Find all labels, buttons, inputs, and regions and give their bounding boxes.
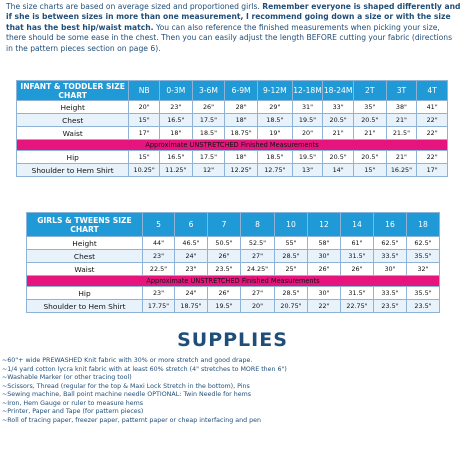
table-cell: 23" <box>143 287 175 300</box>
supplies-heading: SUPPLIES <box>177 329 288 351</box>
table-cell: 41" <box>417 101 448 114</box>
size-header: NB <box>129 81 160 101</box>
finished-measurements-label: Approximate UNSTRETCHED Finished Measurements <box>17 140 448 151</box>
table-cell: 18.5" <box>257 114 292 127</box>
table-cell: 19" <box>257 127 292 140</box>
table-cell: 12.25" <box>225 164 258 177</box>
table-cell: 28.5" <box>275 250 308 263</box>
intro-text-part1: The size charts are based on average sized and proportioned girls. <box>6 2 260 11</box>
row-label: Waist <box>27 263 143 276</box>
table-cell: 10.25" <box>129 164 160 177</box>
finished-measurements-banner <box>27 276 440 287</box>
table-cell: 14" <box>323 164 354 177</box>
table-cell: 17" <box>129 127 160 140</box>
size-header: 3-6M <box>192 81 225 101</box>
table-cell: 61" <box>341 237 374 250</box>
table-cell: 19.5" <box>292 151 323 164</box>
table-row-shoulder-to-hem <box>17 164 448 177</box>
table-cell: 16.5" <box>159 151 192 164</box>
size-header: 6-9M <box>225 81 258 101</box>
table-cell: 44" <box>143 237 175 250</box>
table-cell: 50.5" <box>208 237 241 250</box>
row-label: Chest <box>17 114 129 127</box>
table-cell: 29" <box>257 101 292 114</box>
table-cell: 20" <box>292 127 323 140</box>
table-cell: 23.5" <box>208 263 241 276</box>
size-header: 2T <box>353 81 386 101</box>
table-row-waist <box>17 127 448 140</box>
table-cell: 26" <box>208 250 241 263</box>
table-cell: 21" <box>386 114 417 127</box>
size-header: 7 <box>208 213 241 237</box>
table-cell: 62.5" <box>407 237 440 250</box>
table-row-height <box>17 101 448 114</box>
row-label: Height <box>17 101 129 114</box>
intro-text-part3: You can also reference the finished measurements when picking your size, there should be some ease in the chest. Then you can easily adjust the length BEFORE cutting your fabric (directions in the pattern pieces section on page 6). <box>6 22 453 53</box>
table-cell: 31.5" <box>341 250 374 263</box>
supplies-item: ~Sewing machine, Ball point machine needle OPTIONAL: Twin Needle for hems <box>2 391 252 398</box>
table-cell: 30" <box>374 263 407 276</box>
table-cell: 13" <box>292 164 323 177</box>
table-row-height <box>27 237 440 250</box>
table-cell: 23" <box>159 101 192 114</box>
table-cell: 17.5" <box>192 114 225 127</box>
row-label: Chest <box>27 250 143 263</box>
supplies-item: ~Washable Marker (or other tracing tool) <box>2 374 132 381</box>
table-cell: 19.5" <box>292 114 323 127</box>
infant-toddler-size-chart <box>16 80 448 177</box>
table-cell: 22" <box>417 151 448 164</box>
size-header: 0-3M <box>159 81 192 101</box>
row-label: Hip <box>27 287 143 300</box>
supplies-item: ~Roll of tracing paper, freezer paper, patternt paper or cheap interfacing and pen <box>2 416 261 424</box>
table-cell: 55" <box>275 237 308 250</box>
table-cell: 22" <box>417 127 448 140</box>
table-cell: 20.5" <box>323 151 354 164</box>
table-cell: 21.5" <box>386 127 417 140</box>
table-cell: 33" <box>323 101 354 114</box>
table-cell: 25" <box>275 263 308 276</box>
table-cell: 23.5" <box>374 300 407 313</box>
chart-header-row <box>17 81 448 101</box>
table-cell: 27" <box>241 287 275 300</box>
table-cell: 30" <box>308 250 341 263</box>
girls-tweens-size-chart <box>26 212 440 313</box>
table-cell: 31" <box>292 101 323 114</box>
size-header: 18-24M <box>323 81 354 101</box>
size-header: 6 <box>175 213 208 237</box>
chart-header-row <box>27 213 440 237</box>
table-cell: 31.5" <box>341 287 374 300</box>
row-label: Waist <box>17 127 129 140</box>
table-cell: 20" <box>129 101 160 114</box>
table-cell: 38" <box>386 101 417 114</box>
table-cell: 62.5" <box>374 237 407 250</box>
table-cell: 20.5" <box>353 114 386 127</box>
intro-paragraph <box>6 2 461 54</box>
table-cell: 17" <box>417 164 448 177</box>
table-cell: 46.5" <box>175 237 208 250</box>
table-cell: 20.5" <box>323 114 354 127</box>
table-row-shoulder-to-hem <box>27 300 440 313</box>
table-cell: 18.5" <box>257 151 292 164</box>
table-row-waist <box>27 263 440 276</box>
table-cell: 30" <box>308 287 341 300</box>
size-header: 3T <box>386 81 417 101</box>
table-cell: 15" <box>129 151 160 164</box>
table-cell: 23" <box>143 250 175 263</box>
table-cell: 24" <box>175 287 208 300</box>
table-row-chest <box>17 114 448 127</box>
size-header: 9-12M <box>257 81 292 101</box>
table-cell: 23.5" <box>407 300 440 313</box>
table-row-hip <box>17 151 448 164</box>
table-cell: 33.5" <box>374 287 407 300</box>
table-cell: 26" <box>208 287 241 300</box>
size-header: 12-18M <box>292 81 323 101</box>
table-cell: 17.5" <box>192 151 225 164</box>
size-header: 18 <box>407 213 440 237</box>
supplies-item: ~60"+ wide PREWASHED Knit fabric with 30% or more stretch and good drape. <box>2 357 253 364</box>
table-row-chest <box>27 250 440 263</box>
finished-measurements-banner <box>17 140 448 151</box>
row-label: Height <box>27 237 143 250</box>
supplies-item: ~Iron, Hem Gauge or ruler to measure hems <box>2 399 144 407</box>
table-cell: 11.25" <box>159 164 192 177</box>
table-cell: 28.5" <box>275 287 308 300</box>
finished-measurements-label: Approximate UNSTRETCHED Finished Measurements <box>27 276 440 287</box>
row-label: Shoulder to Hem Shirt <box>27 300 143 313</box>
table-cell: 20" <box>241 300 275 313</box>
table-cell: 16.25" <box>386 164 417 177</box>
supplies-item: ~1/4 yard cotton lycra knit fabric with at least 60% stretch (4" stretches to MORE then 6") <box>2 365 287 373</box>
size-header: 12 <box>308 213 341 237</box>
table-cell: 18.5" <box>192 127 225 140</box>
table-cell: 58" <box>308 237 341 250</box>
table-cell: 22" <box>417 114 448 127</box>
chart-title: GIRLS & TWEENS SIZE CHART <box>27 213 143 237</box>
supplies-item: ~Printer, Paper and Tape (for pattern pieces) <box>2 408 144 415</box>
supplies-list <box>2 357 462 425</box>
size-header: 4T <box>417 81 448 101</box>
chart-title: INFANT & TODDLER SIZE CHART <box>17 81 129 101</box>
table-cell: 18.75" <box>225 127 258 140</box>
table-cell: 35.5" <box>407 250 440 263</box>
table-cell: 16.5" <box>159 114 192 127</box>
table-cell: 35" <box>353 101 386 114</box>
table-cell: 26" <box>192 101 225 114</box>
table-cell: 12.75" <box>257 164 292 177</box>
table-cell: 15" <box>129 114 160 127</box>
table-cell: 35.5" <box>407 287 440 300</box>
intro-text-bold: Remember everyone is shaped differently and if she is between sizes in more than one measurement, I recommend going down a size or with the size that has the best hip/waist match. <box>6 2 461 32</box>
size-header: 10 <box>275 213 308 237</box>
table-cell: 24" <box>175 250 208 263</box>
size-header: 8 <box>241 213 275 237</box>
table-cell: 23" <box>175 263 208 276</box>
table-cell: 21" <box>323 127 354 140</box>
size-header: 14 <box>341 213 374 237</box>
supplies-item: ~Scissors, Thread (regular for the top & Maxi Lock Stretch in the bottom), Pins <box>2 382 250 390</box>
table-cell: 18" <box>159 127 192 140</box>
table-cell: 33.5" <box>374 250 407 263</box>
table-cell: 12" <box>192 164 225 177</box>
table-cell: 21" <box>386 151 417 164</box>
table-cell: 52.5" <box>241 237 275 250</box>
table-cell: 17.75" <box>143 300 175 313</box>
table-cell: 18" <box>225 151 258 164</box>
table-cell: 22.5" <box>143 263 175 276</box>
table-cell: 22" <box>308 300 341 313</box>
table-cell: 20.75" <box>275 300 308 313</box>
table-cell: 20.5" <box>353 151 386 164</box>
table-cell: 18" <box>225 114 258 127</box>
table-cell: 26" <box>308 263 341 276</box>
table-row-hip <box>27 287 440 300</box>
table-cell: 15" <box>353 164 386 177</box>
row-label: Shoulder to Hem Shirt <box>17 164 129 177</box>
row-label: Hip <box>17 151 129 164</box>
table-cell: 27" <box>241 250 275 263</box>
size-header: 16 <box>374 213 407 237</box>
table-cell: 18.75" <box>175 300 208 313</box>
size-header: 5 <box>143 213 175 237</box>
table-cell: 24.25" <box>241 263 275 276</box>
table-cell: 28" <box>225 101 258 114</box>
table-cell: 26" <box>341 263 374 276</box>
table-cell: 32" <box>407 263 440 276</box>
table-cell: 19.5" <box>208 300 241 313</box>
table-cell: 22.75" <box>341 300 374 313</box>
table-cell: 21" <box>353 127 386 140</box>
